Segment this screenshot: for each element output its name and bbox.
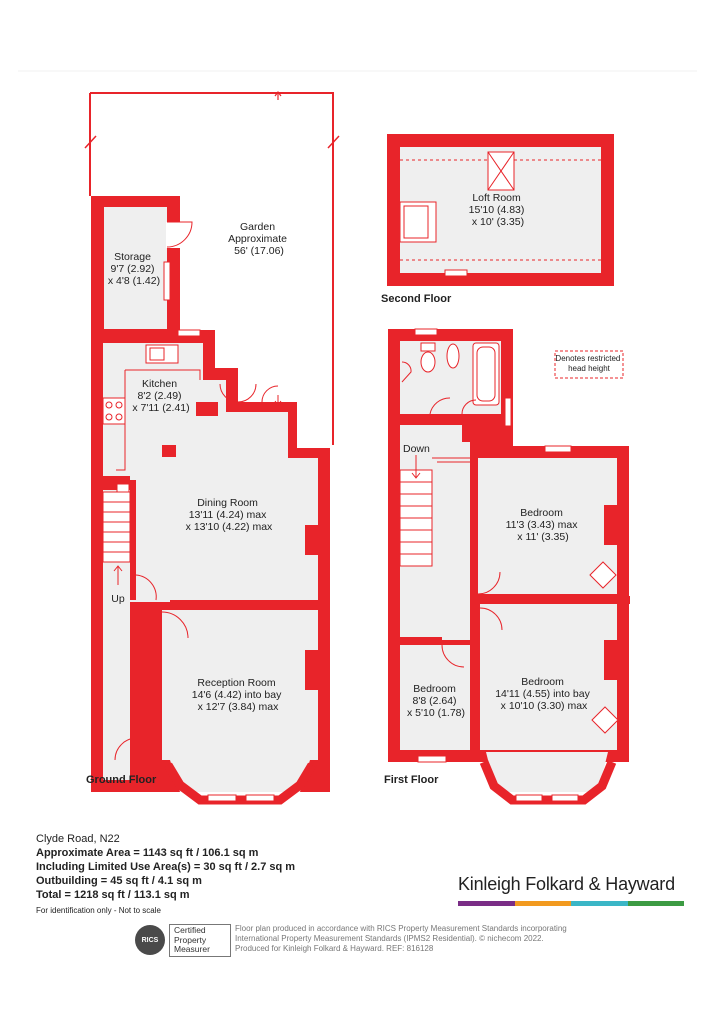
outbuilding-area: Outbuilding = 45 sq ft / 4.1 sq m (36, 875, 202, 887)
toilet-cistern (421, 343, 435, 351)
bedroom1-window (545, 446, 571, 452)
ground-bay-floor (170, 760, 310, 792)
landing-bedroom1-wall (470, 458, 478, 558)
brand-bar-green (628, 901, 685, 906)
bedroom2-window (418, 756, 446, 762)
first-bay-window-1 (516, 795, 542, 801)
garden-door (262, 386, 278, 402)
bedroom3-label: Bedroom 14'11 (4.55) into bay x 10'10 (3.30) max (495, 676, 590, 712)
loft-room-label: Loft Room 15'10 (4.83) x 10' (3.35) (468, 192, 525, 228)
ground-floor-title: Ground Floor (86, 774, 157, 786)
bedroom3-chimney (604, 640, 617, 680)
dining-chimney (305, 525, 318, 555)
first-floor-plan (388, 329, 630, 801)
brand-color-bar (458, 901, 684, 906)
storage-label: Storage 9'7 (2.92) x 4'8 (1.42) (107, 251, 161, 287)
kitchen-pillar (196, 402, 218, 416)
first-bay-window-2 (552, 795, 578, 801)
under-stairs (117, 484, 129, 492)
area-summary (36, 832, 295, 918)
ground-bay-window-1 (208, 795, 236, 801)
bedroom1-chimney (604, 505, 617, 545)
rics-badge (135, 924, 231, 957)
reception-room-label: Reception Room 14'6 (4.42) into bay x 12'7 (3.84) max (191, 677, 282, 713)
kitchen-hall-wall (103, 476, 130, 482)
brand-bar-purple (458, 901, 515, 906)
chimney-breast (162, 445, 176, 457)
basin (447, 344, 459, 368)
garden-label: Garden Approximate 56' (17.06) (228, 221, 288, 257)
brand-bar-orange (515, 901, 572, 906)
loft-cupboard (400, 202, 436, 242)
garden-break-marks (85, 136, 339, 148)
bedroom2-3-wall (472, 604, 480, 754)
brand-bar-teal (571, 901, 628, 906)
kitchen-hob (103, 398, 125, 424)
bedroom2-label: Bedroom 8'8 (2.64) x 5'10 (1.78) (406, 683, 466, 719)
loft-window (445, 270, 467, 276)
bedroom1-label: Bedroom 11'3 (3.43) max x 11' (3.35) (505, 507, 578, 543)
dining-reception-wall (130, 602, 320, 610)
hall-reception-wall (156, 640, 162, 790)
bathroom-bottom-wall (400, 414, 462, 425)
first-floor-title: First Floor (384, 774, 439, 786)
first-bay-floor (486, 752, 608, 792)
bathroom-window (415, 329, 437, 335)
kitchen-window (178, 330, 200, 336)
hall-dining-wall (130, 480, 136, 600)
restricted-key-label: Denotes restricted head height (555, 354, 621, 373)
toilet (421, 352, 435, 372)
approximate-area: Approximate Area = 1143 sq ft / 106.1 sq m (36, 847, 259, 859)
up-label: Up (111, 593, 125, 605)
kitchen-label: Kitchen 8'2 (2.49) x 7'11 (2.41) (132, 378, 190, 414)
bedroom2-top-wall (400, 637, 442, 645)
identification-note: For identification only - Not to scale (36, 906, 161, 915)
bathroom-side-window (505, 398, 511, 426)
second-floor-title: Second Floor (381, 293, 452, 305)
rics-certified-box: Certified Property Measurer (169, 924, 231, 957)
address: Clyde Road, N22 (36, 833, 120, 845)
dining-room-label: Dining Room 13'11 (4.24) max x 13'10 (4.22) max (185, 497, 273, 533)
storage-window (164, 262, 170, 300)
agency-brand (458, 874, 684, 906)
total-area: Total = 1218 sq ft / 113.1 sq m (36, 889, 190, 901)
limited-use-area: Including Limited Use Area(s) = 30 sq ft / 2.7 sq m (36, 861, 296, 873)
reception-chimney (305, 650, 318, 690)
ground-bay-window-2 (246, 795, 274, 801)
agency-name: Kinleigh Folkard & Hayward (458, 874, 675, 894)
rics-logo-icon: RICS (135, 925, 165, 955)
disclaimer: Floor plan produced in accordance with RICS Property Measurement Standards incorporating International Property Measurement Standards (IPMS2 Residential). © nichecom 2022. Produced for Kinleigh Folkard & Hayward. REF: 816128 (235, 924, 567, 953)
down-label: Down (403, 443, 430, 455)
bedroom-divider-wall (470, 596, 630, 604)
